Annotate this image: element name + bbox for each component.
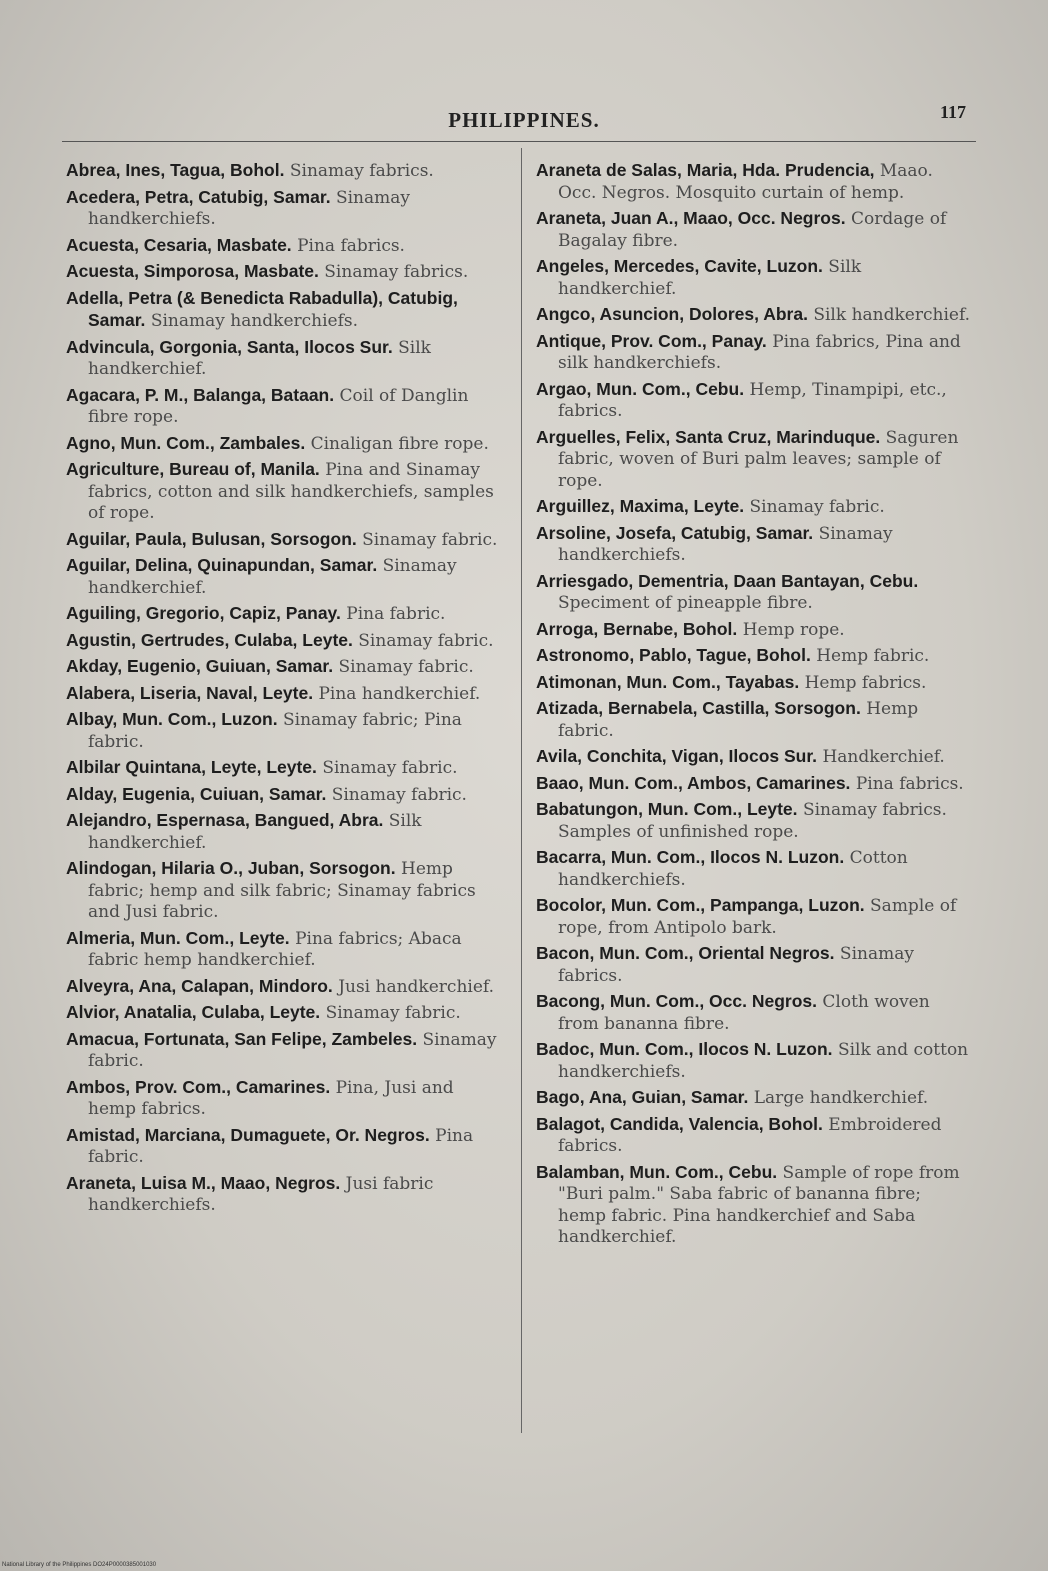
directory-entry (66, 630, 504, 653)
entry-description: Sinamay handkerchiefs. (88, 187, 410, 229)
entry-name: Alday, Eugenia, Cuiuan, Samar. (66, 783, 327, 804)
entry-name: Ambos, Prov. Com., Camarines. (66, 1076, 331, 1097)
entry-name: Arroga, Bernabe, Bohol. (536, 618, 738, 639)
entry-name: Acuesta, Simporosa, Masbate. (66, 261, 319, 281)
entry-description: Cinaligan fibre rope. (310, 433, 489, 454)
entry-description: Handkerchief. (822, 747, 945, 767)
entry-name: Alveyra, Ana, Calapan, Mindoro. (66, 975, 333, 996)
left-column (66, 160, 504, 1221)
entry-name: Angeles, Mercedes, Cavite, Luzon. (536, 256, 823, 276)
entry-description: Sinamay fabrics. Samples of unfinished rope. (558, 800, 947, 842)
entry-name: Amistad, Marciana, Dumaguete, Or. Negros. (66, 1124, 430, 1145)
header-rule (62, 141, 976, 142)
entry-description: Sinamay handkerchief. (88, 556, 457, 598)
entry-name: Akday, Eugenio, Guiuan, Samar. (66, 656, 334, 676)
entry-name: Araneta, Luisa M., Maao, Negros. (66, 1172, 341, 1193)
entry-name: Arguillez, Maxima, Leyte. (536, 496, 745, 516)
entry-name: Araneta, Juan A., Maao, Occ. Negros. (536, 208, 846, 228)
directory-entry (536, 571, 974, 615)
entry-description: Pina fabrics. (297, 235, 405, 256)
entry-description: Silk handkerchief. (813, 305, 971, 325)
entry-name: Argao, Mun. Com., Cebu. (536, 378, 745, 399)
entry-name: Acuesta, Cesaria, Masbate. (66, 234, 292, 255)
entry-description: Pina fabric. (346, 604, 446, 624)
directory-entry (536, 773, 974, 796)
entry-description: Sinamay fabric. (749, 497, 885, 517)
directory-entry (536, 1162, 974, 1249)
directory-entry (66, 433, 504, 456)
entry-name: Arriesgado, Dementria, Daan Bantayan, Cebu. (536, 570, 919, 591)
entry-name: Bacarra, Mun. Com., Ilocos N. Luzon. (536, 847, 845, 867)
directory-entry (536, 799, 974, 843)
directory-entry (536, 331, 974, 375)
directory-entry (66, 337, 504, 381)
entry-description: Sinamay fabric. (358, 630, 494, 651)
directory-entry (66, 976, 504, 999)
entry-description: Silk handkerchief. (558, 257, 862, 299)
entry-description: Sinamay fabric. (322, 758, 458, 778)
directory-entry (66, 709, 504, 753)
entry-description: Maao. Occ. Negros. Mosquito curtain of hemp. (558, 161, 933, 203)
entry-name: Aguilar, Delina, Quinapundan, Samar. (66, 555, 378, 575)
entry-name: Acedera, Petra, Catubig, Samar. (66, 186, 331, 207)
entry-name: Advincula, Gorgonia, Santa, Ilocos Sur. (66, 336, 393, 357)
directory-entry (66, 784, 504, 807)
directory-entry (66, 858, 504, 924)
entry-description: Pina fabrics; Abaca fabric hemp handkerchief. (88, 928, 462, 970)
entry-name: Badoc, Mun. Com., Ilocos N. Luzon. (536, 1039, 833, 1059)
entry-description: Cordage of Bagalay fibre. (558, 209, 947, 251)
entry-name: Almeria, Mun. Com., Leyte. (66, 927, 290, 948)
entry-description: Hemp rope. (742, 619, 845, 640)
directory-entry (536, 619, 974, 642)
entry-description: Sinamay fabric. (362, 529, 498, 550)
entry-description: Hemp fabrics. (804, 672, 927, 693)
directory-entry (536, 847, 974, 891)
entry-description: Sinamay fabrics. (289, 161, 434, 181)
entry-description: Pina, Jusi and hemp fabrics. (88, 1077, 454, 1119)
directory-entry (66, 656, 504, 679)
directory-entry (66, 757, 504, 780)
entry-description: Sinamay fabric. (338, 657, 474, 677)
entry-name: Alindogan, Hilaria O., Juban, Sorsogon. (66, 858, 396, 878)
directory-entry (536, 698, 974, 742)
directory-entry (536, 523, 974, 567)
directory-entry (536, 208, 974, 252)
directory-entry (536, 427, 974, 493)
entry-description: Hemp, Tinampipi, etc., fabrics. (558, 379, 947, 421)
directory-entry (66, 810, 504, 854)
entry-description: Sample of rope, from Antipolo bark. (558, 896, 957, 938)
entry-description: Sinamay fabric; Pina fabric. (88, 710, 462, 752)
entry-name: Alabera, Liseria, Naval, Leyte. (66, 682, 314, 703)
directory-entry (66, 1077, 504, 1121)
entry-description: Jusi handkerchief. (338, 976, 494, 997)
entry-description: Hemp fabric. (816, 646, 930, 666)
directory-entry (536, 379, 974, 423)
entry-name: Aguiling, Gregorio, Capiz, Panay. (66, 603, 341, 623)
directory-entry (66, 459, 504, 525)
directory-entry (536, 496, 974, 519)
directory-entry (66, 928, 504, 972)
directory-entry (66, 235, 504, 258)
directory-entry (536, 746, 974, 769)
entry-description: Hemp fabric. (558, 699, 919, 741)
entry-description: Sinamay fabrics. (324, 262, 469, 282)
page-title: PHILIPPINES. (448, 108, 600, 132)
entry-description: Silk handkerchief. (88, 811, 422, 853)
directory-entry (536, 943, 974, 987)
directory-entry (536, 256, 974, 300)
directory-entry (66, 261, 504, 284)
directory-entry (66, 385, 504, 429)
directory-entry (536, 672, 974, 695)
entry-description: Hemp fabric; hemp and silk fabric; Sinamay fabrics and Jusi fabric. (88, 859, 476, 922)
entry-name: Adella, Petra (& Benedicta Rabadulla), Catubig, Samar. (66, 287, 458, 330)
entry-description: Jusi fabric handkerchiefs. (88, 1173, 434, 1215)
directory-entry (536, 1039, 974, 1083)
entry-name: Albay, Mun. Com., Luzon. (66, 709, 278, 729)
entry-name: Alejandro, Espernasa, Bangued, Abra. (66, 810, 384, 830)
entry-name: Amacua, Fortunata, San Felipe, Zambeles. (66, 1028, 418, 1049)
entry-description: Pina fabrics, Pina and silk handkerchiefs. (558, 331, 961, 373)
directory-entry (66, 1125, 504, 1169)
entry-name: Agustin, Gertrudes, Culaba, Leyte. (66, 629, 353, 650)
entry-name: Bocolor, Mun. Com., Pampanga, Luzon. (536, 895, 865, 915)
entry-name: Aguilar, Paula, Bulusan, Sorsogon. (66, 528, 357, 549)
directory-entry (66, 288, 504, 333)
entry-name: Bacong, Mun. Com., Occ. Negros. (536, 991, 818, 1011)
entry-name: Arsoline, Josefa, Catubig, Samar. (536, 522, 814, 543)
entry-name: Alvior, Anatalia, Culaba, Leyte. (66, 1002, 321, 1022)
directory-entry (66, 555, 504, 599)
entry-name: Astronomo, Pablo, Tague, Bohol. (536, 645, 811, 665)
entry-name: Atizada, Bernabela, Castilla, Sorsogon. (536, 698, 861, 718)
entry-name: Angco, Asuncion, Dolores, Abra. (536, 304, 808, 324)
entry-name: Abrea, Ines, Tagua, Bohol. (66, 160, 285, 180)
directory-entry (536, 1087, 974, 1110)
directory-entry (536, 991, 974, 1035)
entry-description: Cotton handkerchiefs. (558, 848, 908, 890)
directory-entry (66, 187, 504, 231)
directory-entry (66, 529, 504, 552)
entry-description: Sinamay handkerchiefs. (150, 311, 359, 331)
entry-name: Agacara, P. M., Balanga, Bataan. (66, 384, 335, 405)
entry-name: Arguelles, Felix, Santa Cruz, Marinduque. (536, 426, 881, 447)
entry-name: Avila, Conchita, Vigan, Ilocos Sur. (536, 746, 818, 766)
entry-name: Babatungon, Mun. Com., Leyte. (536, 799, 798, 819)
entry-name: Agno, Mun. Com., Zambales. (66, 432, 306, 453)
entry-name: Agriculture, Bureau of, Manila. (66, 459, 320, 479)
entry-name: Bago, Ana, Guian, Samar. (536, 1087, 749, 1107)
directory-entry (536, 304, 974, 327)
directory-entry (66, 1029, 504, 1073)
column-divider (521, 148, 522, 1433)
entry-description: Pina handkerchief. (318, 683, 481, 704)
entry-description: Sinamay fabric. (325, 1003, 461, 1023)
entry-name: Balagot, Candida, Valencia, Bohol. (536, 1113, 823, 1134)
entry-description: Saguren fabric, woven of Buri palm leaves; sample of rope. (558, 427, 959, 491)
entry-description: Sample of rope from "Buri palm." Saba fabric of bananna fibre; hemp fabric. Pina handkerchief and Saba handkerchief. (558, 1162, 960, 1247)
right-column (536, 160, 974, 1253)
entry-description: Sinamay fabric. (331, 784, 467, 805)
directory-entry (66, 160, 504, 183)
directory-entry (66, 1173, 504, 1217)
entry-name: Balamban, Mun. Com., Cebu. (536, 1161, 778, 1182)
directory-entry (536, 895, 974, 939)
entry-description: Silk and cotton handkerchiefs. (558, 1040, 969, 1082)
entry-description: Sinamay fabrics. (558, 944, 914, 986)
entry-description: Coil of Danglin fibre rope. (88, 385, 469, 427)
entry-description: Pina and Sinamay fabrics, cotton and silk handkerchiefs, samples of rope. (88, 460, 494, 523)
entry-description: Sinamay handkerchiefs. (558, 523, 893, 565)
entry-description: Pina fabric. (88, 1125, 474, 1167)
entry-name: Antique, Prov. Com., Panay. (536, 330, 767, 351)
entry-description: Sinamay fabric. (88, 1029, 497, 1071)
entry-description: Pina fabrics. (855, 773, 964, 794)
entry-name: Baao, Mun. Com., Ambos, Camarines. (536, 772, 851, 793)
page-number: 117 (940, 102, 967, 122)
directory-entry (66, 603, 504, 626)
directory-entry (536, 1114, 974, 1158)
footer-credit: National Library of the Philippines DO24P0000385001030 (2, 1562, 157, 1568)
entry-name: Albilar Quintana, Leyte, Leyte. (66, 757, 317, 777)
entry-name: Bacon, Mun. Com., Oriental Negros. (536, 943, 835, 963)
directory-entry (536, 645, 974, 668)
directory-entry (66, 1002, 504, 1025)
entry-description: Embroidered fabrics. (558, 1114, 942, 1156)
entry-description: Speciment of pineapple fibre. (558, 593, 813, 613)
entry-description: Silk handkerchief. (88, 337, 431, 379)
directory-entry (66, 683, 504, 706)
directory-entry (536, 160, 974, 204)
entry-description: Large handkerchief. (753, 1088, 929, 1108)
entry-name: Araneta de Salas, Maria, Hda. Prudencia, (536, 160, 875, 180)
entry-name: Atimonan, Mun. Com., Tayabas. (536, 671, 800, 692)
entry-description: Cloth woven from bananna fibre. (558, 992, 930, 1034)
